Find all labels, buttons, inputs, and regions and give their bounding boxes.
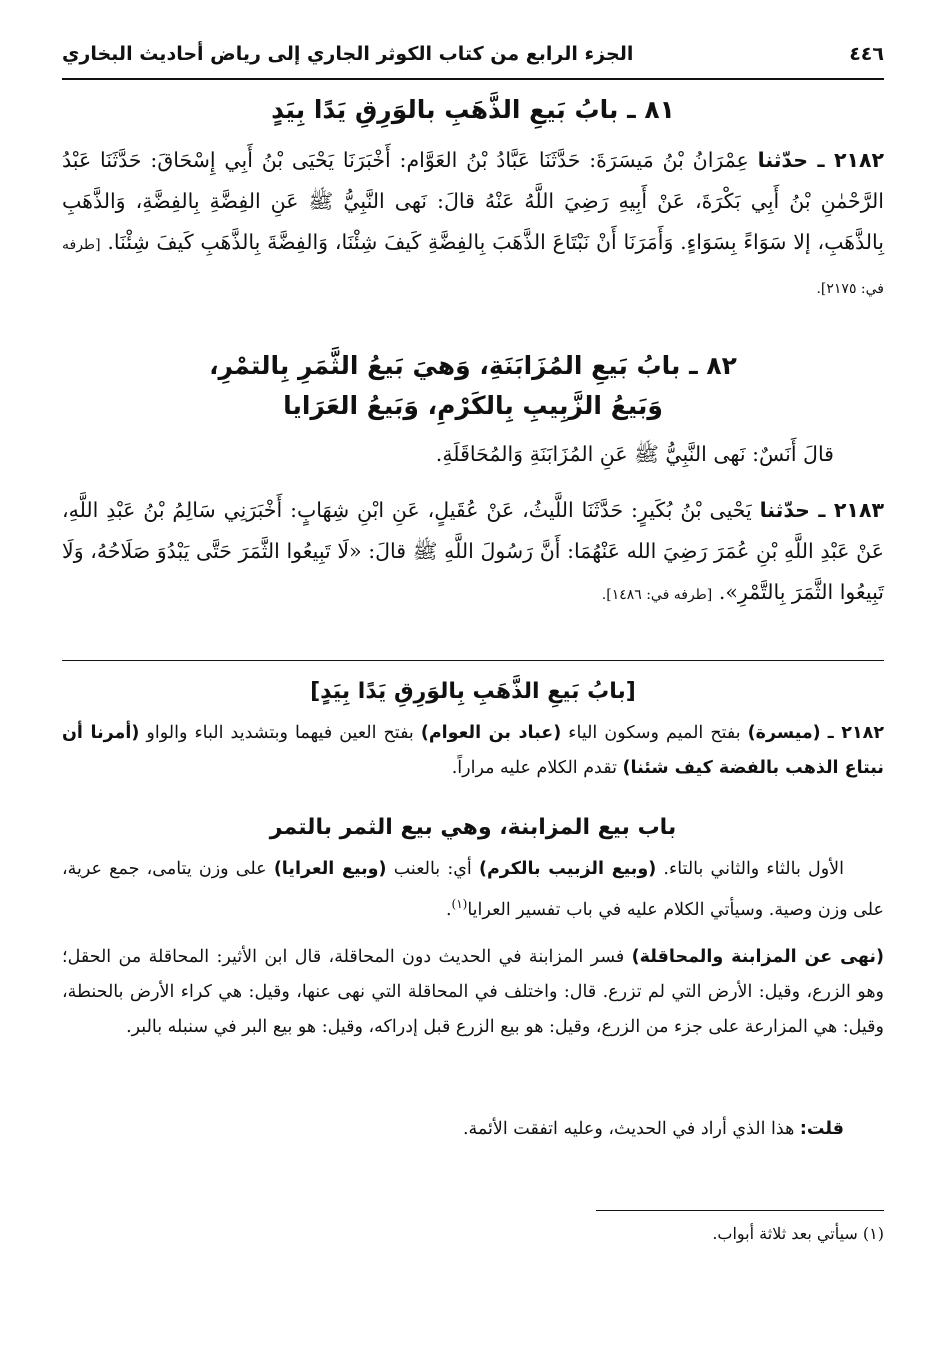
hadith-2183-number: ٢١٨٣ ـ حدّثنا [759, 498, 884, 522]
commentary-note-qultu [62, 1112, 884, 1147]
header-divider [62, 78, 884, 80]
hadith-2183 [62, 490, 884, 616]
note-2182-text-1: بفتح الميم وسكون الياء [561, 723, 748, 743]
chapter-82-title-line2: وَبَيعُ الزَّبِيبِ بِالكَرْمِ، وَبَيعُ العَرَايا [283, 391, 663, 420]
hadith-2182-ref: [طرفه في: ٢١٧٥]. [62, 237, 884, 297]
anas-quote [62, 434, 884, 475]
hadith-2182 [62, 140, 884, 310]
note-zabib-text-4: . [445, 899, 452, 920]
note-2182-term-3: (أمرنا أن نبتاع الذهب بالفضة كيف شئنا) [62, 723, 884, 778]
note-zabib-text-1: الأول بالثاء والثاني بالتاء. [656, 859, 844, 879]
chapter-82-title-line1: ٨٢ ـ بابُ بَيعِ المُزَابَنَةِ، وَهيَ بَيعُ الثَّمَرِ بِالتمْرِ، [209, 351, 737, 380]
note-qultu-body: هذا الذي أراد في الحديث، وعليه اتفقت الأئمة. [462, 1119, 800, 1139]
commentary-section-2-title: باب بيع المزابنة، وهي بيع الثمر بالتمر [269, 815, 677, 840]
footnote-marker: (١) [451, 897, 468, 911]
commentary-section-1-title: [بابُ بَيعِ الذَّهَبِ بِالوَرِقِ يَدًا بِيَدٍ] [310, 679, 636, 704]
footnote: (١) سيأتي بعد ثلاثة أبواب. [712, 1224, 884, 1243]
note-zabib-text-3: على وزن يتامى، جمع عرية، على وزن وصية. وسيأتي الكلام عليه في باب تفسير العرايا [62, 859, 884, 920]
anas-quote-text: قالَ أَنَسٌ: نَهى النَّبِيُّ ﷺ عَنِ المُزَابَنَةِ وَالمُحَاقَلَةِ. [435, 442, 834, 466]
note-2182-term-1: (ميسرة) [747, 723, 821, 743]
note-qultu-text [62, 1112, 884, 1147]
note-zabib-text-2: أي: بالعنب [386, 859, 479, 879]
hadith-2182-text [62, 140, 884, 310]
note-2182-text-3: تقدم الكلام عليه مراراً. [451, 758, 623, 778]
note-2182-number: ٢١٨٢ ـ [827, 723, 885, 743]
footnote-divider [596, 1210, 884, 1211]
note-muhaqala-term: (نهى عن المزابنة والمحاقلة) [631, 947, 884, 967]
note-2182-term-2: (عباد بن العوام) [420, 723, 562, 743]
page-number: ٤٤٦ [849, 43, 884, 65]
hadith-2183-ref: [طرفه في: ١٤٨٦]. [601, 587, 713, 603]
commentary-divider [62, 660, 884, 661]
chapter-82 [62, 346, 884, 426]
chapter-81-title: ٨١ ـ بابُ بَيعِ الذَّهَبِ بالوَرِقِ يَدًا بِيَدٍ [271, 95, 675, 124]
hadith-2183-body: يَحْيى بْنُ بُكَيرٍ: حَدَّثَنَا اللَّيثُ، عَنْ عُقَيلٍ، عَنِ ابْنِ شِهَابٍ: أَخْبَرَنِي سَالِمُ بْنُ عَبْدِ اللَّهِ، عَنْ عَبْدِ اللَّهِ بْنِ عُمَرَ رَضِيَ الله عَنْهُمَا: أَنَّ رَسُولَ اللَّهِ ﷺ قالَ: «لَا تَبِيعُوا الثَّمَرَ حَتَّى يَبْدُوَ صَلَاحُهُ، وَلَا تَبِيعُوا الثَّمَرَ بِالتَّمْرِ». [62, 498, 884, 604]
hadith-2182-body: عِمْرَانُ بْنُ مَيسَرَةَ: حَدَّثَنَا عَبَّادُ بْنُ العَوَّام: أَخْبَرَنَا يَحْيَى بْنُ أَبِي إِسْحَاقَ: حَدَّثَنَا عَبْدُ الرَّحْمٰنِ بْنُ أَبِي بَكْرَةَ، عَنْ أَبِيهِ رَضِيَ اللَّهُ عَنْهُ قالَ: نَهى النَّبِيُّ ﷺ عَنِ الفِضَّةِ بِالفِضَّةِ، وَالذَّهَبِ بِالذَّهَبِ، إلا سَوَاءً بِسَوَاءٍ. وَأَمَرَنَا أَنْ نَبْتَاعَ الذَّهَبَ بِالفِضَّةِ كَيفَ شِئْنَا، وَالفِضَّةَ بِالذَّهَبِ كَيفَ شِئْنَا. [62, 148, 884, 254]
commentary-section-2 [62, 810, 884, 846]
commentary-note-zabib [62, 852, 884, 928]
hadith-2182-number: ٢١٨٢ ـ حدّثنا [757, 148, 884, 172]
commentary-note-2182 [62, 716, 884, 786]
note-qultu-term: قلت: [799, 1119, 844, 1139]
note-muhaqala-body: فسر المزابنة في الحديث دون المحاقلة، قال ابن الأثير: المحاقلة من الحقل؛ وهو الزرع، وقيل: الأرض التي لم تزرع. قال: واختلف في المحاقلة التي نهى عنها، وقيل: هي كراء الأرض بالحنطة، وقيل: هي المزارعة على جزء من الزرع، وقيل: هو بيع الزرع قبل إدراكه، وقيل: هو بيع البر في سنبله بالبر. [62, 947, 884, 1037]
note-zabib-term-2: (وبيع العرايا) [273, 859, 387, 879]
note-muhaqala-text [62, 940, 884, 1045]
note-zabib-term-1: (وبيع الزبيب بالكرم) [478, 859, 657, 879]
commentary-note-muhaqala [62, 940, 884, 1045]
note-2182-text [62, 716, 884, 786]
hadith-2183-text [62, 490, 884, 616]
note-zabib-text [62, 852, 884, 928]
note-2182-text-2: بفتح العين فيهما وبتشديد الباء والواو [139, 723, 421, 743]
running-head [62, 34, 884, 74]
chapter-81 [62, 90, 884, 130]
commentary-section-1 [62, 674, 884, 710]
book-title: الجزء الرابع من كتاب الكوثر الجاري إلى رياض أحاديث البخاري [62, 43, 634, 65]
